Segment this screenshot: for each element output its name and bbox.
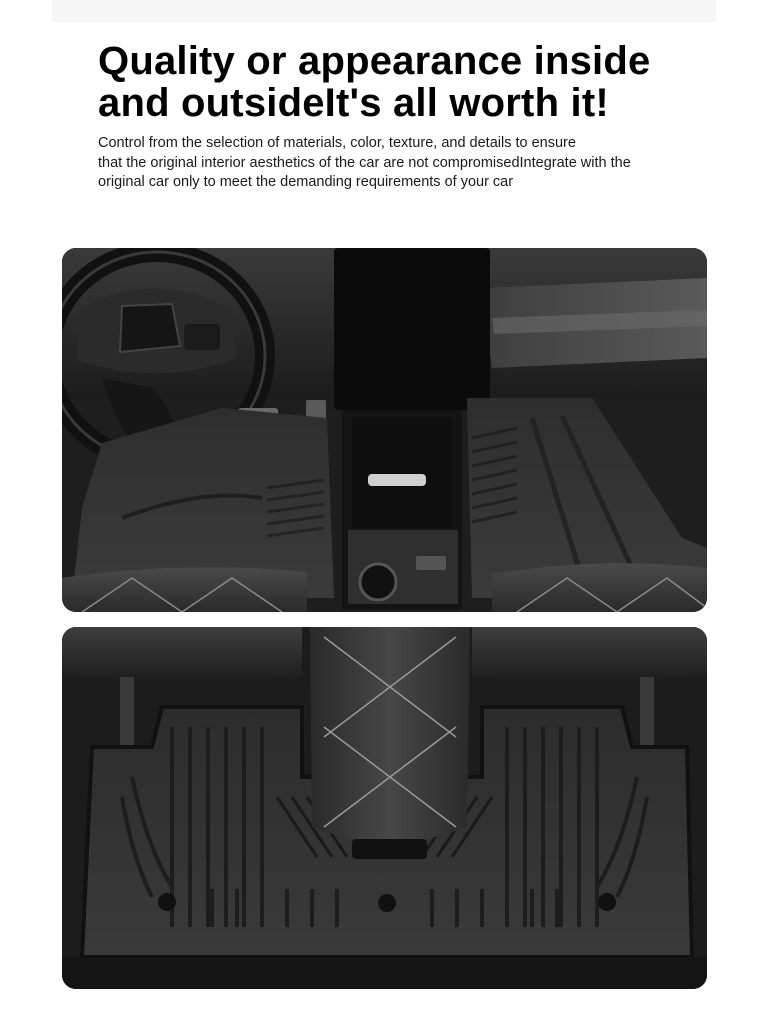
page-headline bbox=[98, 40, 718, 124]
description-line-2: that the original interior aesthetics of the car are not compromisedIntegrate with the bbox=[98, 154, 631, 171]
front-cabin-illustration bbox=[62, 248, 707, 612]
headline-line-1: Quality or appearance inside bbox=[98, 39, 651, 83]
passenger-seat bbox=[492, 563, 707, 612]
headline-line-2: and outsideIt's all worth it! bbox=[98, 81, 609, 125]
description-line-1: Control from the selection of materials, color, texture, and details to ensure bbox=[98, 135, 576, 151]
driver-seat bbox=[62, 567, 307, 612]
left-front-seat-back bbox=[62, 627, 302, 683]
product-description bbox=[98, 134, 698, 193]
mat-anchor-left bbox=[158, 893, 176, 911]
rear-cabin-illustration bbox=[62, 627, 707, 989]
mat-anchor-center bbox=[378, 894, 396, 912]
right-front-seat-back bbox=[472, 627, 707, 683]
rear-vents bbox=[352, 839, 427, 859]
gear-knob bbox=[360, 564, 396, 600]
center-screen bbox=[334, 248, 490, 410]
rear-floor-mat-photo bbox=[62, 627, 707, 989]
front-floor-mat-photo bbox=[62, 248, 707, 612]
mat-anchor-right bbox=[598, 893, 616, 911]
top-banner-strip bbox=[52, 0, 716, 22]
description-line-3: original car only to meet the demanding requirements of your car bbox=[98, 174, 514, 190]
